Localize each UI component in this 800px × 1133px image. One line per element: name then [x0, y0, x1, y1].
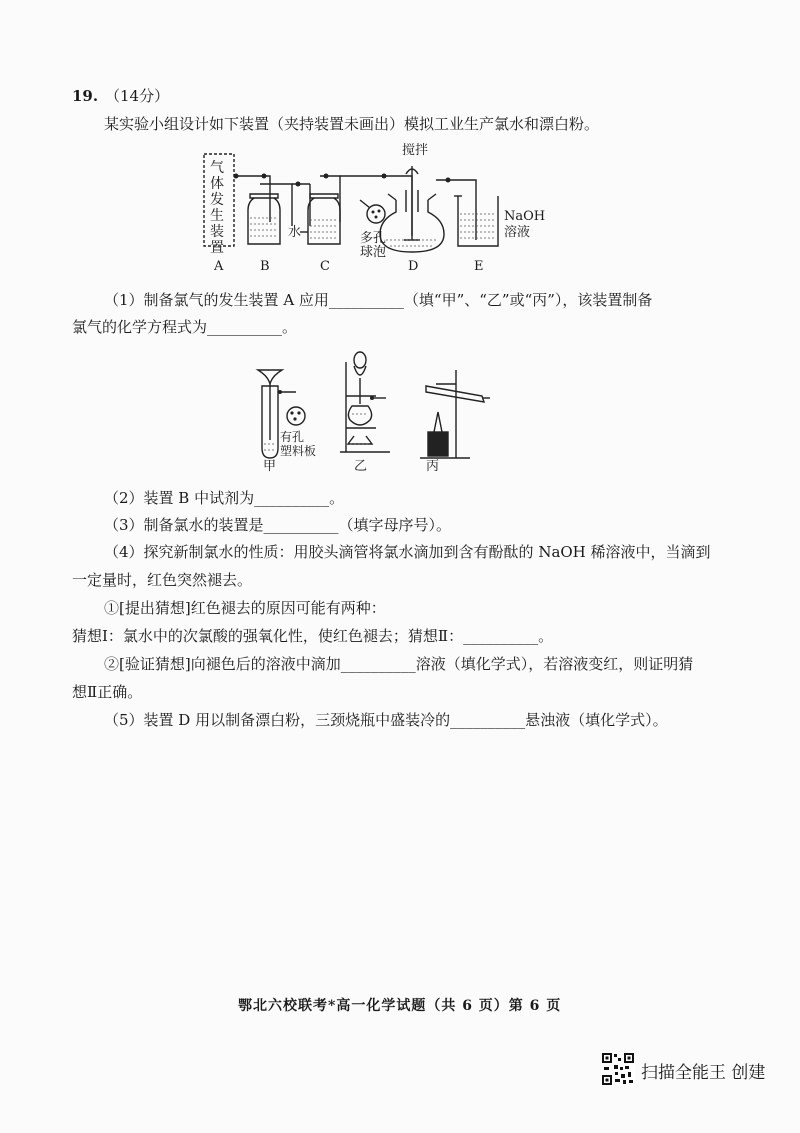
porous-bubble-label: 多孔球泡 — [360, 231, 387, 260]
option-label-jia: 甲 — [263, 459, 277, 474]
apparatus-label-b: B — [260, 259, 270, 274]
question-score: （14分） — [105, 87, 170, 105]
qr-code-icon — [601, 1052, 635, 1086]
q2: （2）装置 B 中试剂为__________。 — [104, 489, 345, 507]
q3: （3）制备氯水的装置是__________（填字母序号）。 — [104, 516, 452, 534]
page-footer: 鄂北六校联考*高一化学试题（共 6 页）第 6 页 — [238, 998, 562, 1014]
naoh-label: NaOH — [504, 209, 546, 224]
option-label-bing: 丙 — [426, 459, 440, 474]
option-label-yi: 乙 — [354, 459, 368, 474]
q4-sub1: ①[提出猜想]红色褪去的原因可能有两种： — [104, 599, 386, 617]
apparatus-label-c: C — [320, 259, 330, 274]
water-label: 水 — [288, 225, 302, 240]
q4-line2: 一定量时，红色突然褪去。 — [72, 571, 253, 589]
question-number: 19. — [72, 87, 99, 105]
naoh-solution-label: 溶液 — [504, 225, 531, 240]
q5: （5）装置 D 用以制备漂白粉，三颈烧瓶中盛装冷的__________悬浊液（填化学式）。 — [104, 711, 668, 729]
plate-label-2: 塑料板 — [280, 444, 317, 458]
q4-guess: 猜想Ⅰ：氯水中的次氯酸的强氧化性，使红色褪去；猜想Ⅱ：__________。 — [72, 627, 554, 645]
question-intro: 某实验小组设计如下装置（夹持装置未画出）模拟工业生产氯水和漂白粉。 — [104, 115, 600, 133]
scanner-watermark — [601, 1052, 791, 1086]
apparatus-label-d: D — [408, 259, 419, 274]
gas-generator-label: 气体发生装置 — [210, 160, 224, 256]
q1-line1: （1）制备氯气的发生装置 A 应用__________（填“甲”、“乙”或“丙”），该装置制备 — [104, 291, 653, 309]
apparatus-label-a: A — [214, 259, 224, 274]
apparatus-label-e: E — [474, 259, 484, 274]
q1-line2: 氯气的化学方程式为__________。 — [72, 318, 298, 336]
scanner-text: 扫描全能王 创建 — [641, 1063, 766, 1083]
q4-sub2-line2: 想Ⅱ正确。 — [72, 683, 143, 701]
apparatus-diagram-a-to-e — [200, 140, 546, 280]
plate-label-1: 有孔 — [280, 430, 305, 444]
q4-line1: （4）探究新制氯水的性质：用胶头滴管将氯水滴加到含有酚酞的 NaOH 稀溶液中，当滴到 — [104, 543, 711, 561]
q4-sub2-line1: ②[验证猜想]向褪色后的溶液中滴加__________溶液（填化学式），若溶液变红，则证明猜 — [104, 655, 694, 673]
stir-label: 搅拌 — [402, 143, 429, 158]
generator-options-diagram — [250, 340, 500, 475]
